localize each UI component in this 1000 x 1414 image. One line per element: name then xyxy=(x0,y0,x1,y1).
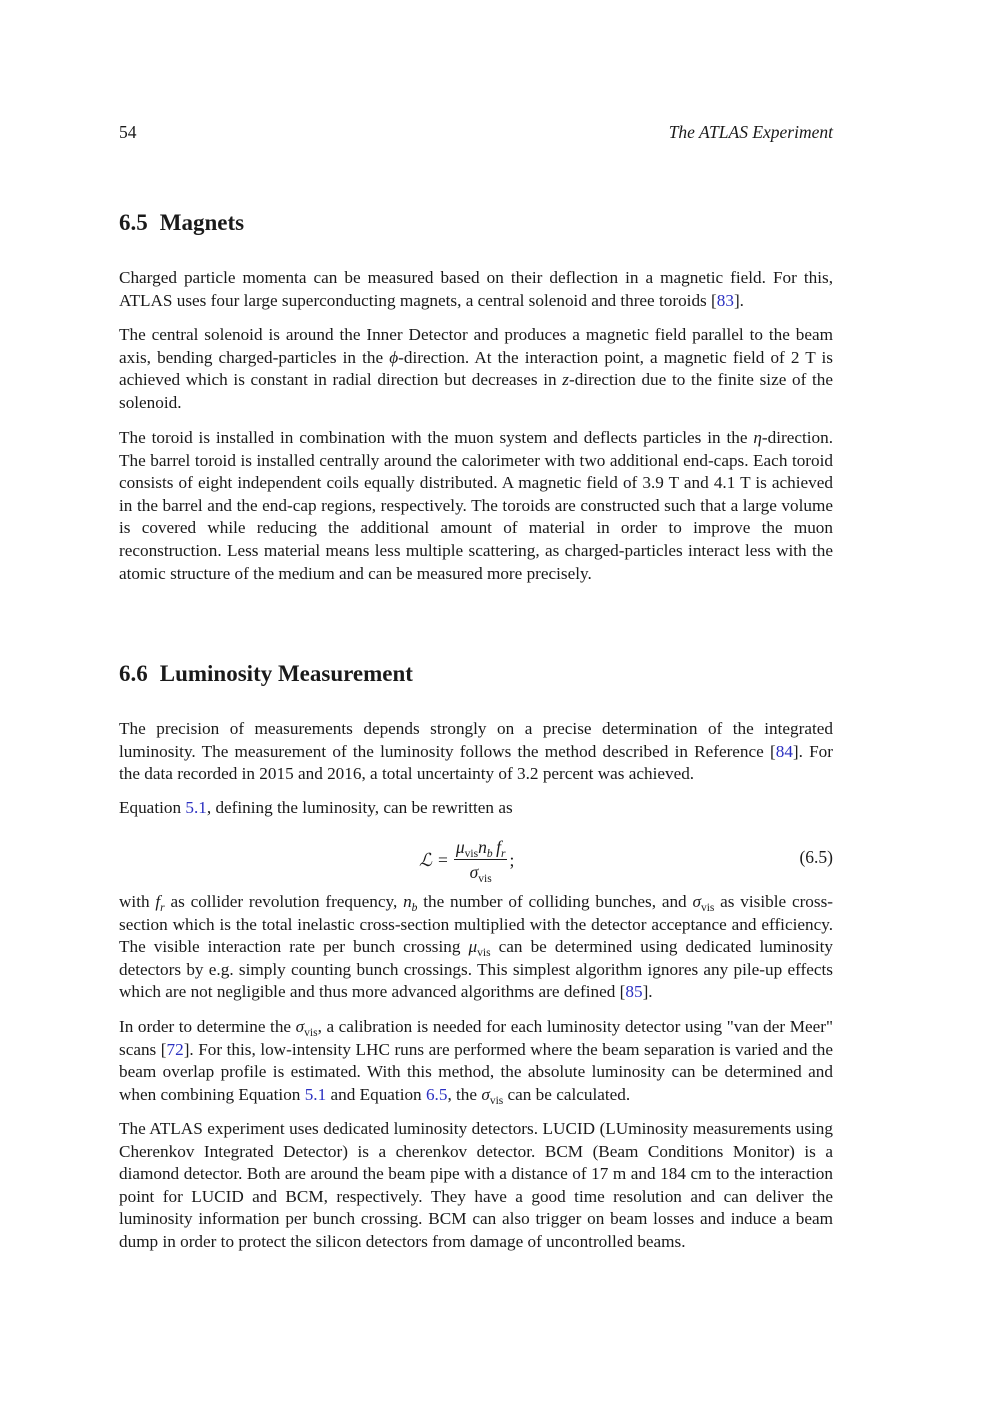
sigma: σ xyxy=(469,862,479,882)
sub-vis: vis xyxy=(700,902,715,914)
sub-vis: vis xyxy=(464,848,479,860)
text: the number of colliding bunches, and xyxy=(417,892,693,911)
text: , a calibration is needed for each luminosity detector using "van der Meer" scans [ xyxy=(119,1017,833,1059)
sub-vis: vis xyxy=(477,947,491,960)
text: The central solenoid is around the Inner Detector and produces a magnetic field parallel to the beam axis, bending charged-particles in the xyxy=(119,325,833,367)
luminosity-symbol: ℒ xyxy=(419,849,432,871)
citation-link[interactable]: 83 xyxy=(716,290,734,310)
sub-b: b xyxy=(486,848,493,860)
sub-r: r xyxy=(160,902,165,914)
paragraph-equation-intro xyxy=(119,797,833,820)
text: can be calculated. xyxy=(503,1084,631,1104)
paragraph-calibration xyxy=(119,1016,833,1106)
paragraph-detectors: The ATLAS experiment uses dedicated luminosity detectors. LUCID (LUminosity measurements using Cherenkov Integrated Detector) is a cherenkov detector. BCM (Beam Conditions Monitor) is a diamond detector. Both are around the beam pipe with a distance of 17 m and 184 cm to the interaction point for LUCID and BCM, respectively. They have a good time resolution and can deliver the luminosity information per bunch crossing. BCM can also trigger on beam losses and induce a beam dump in order to protect the silicon detectors from damage of uncontrolled beams. xyxy=(119,1119,833,1251)
paragraph-magnets-intro xyxy=(119,267,833,312)
math-z: z xyxy=(562,370,569,390)
citation-link[interactable]: 72 xyxy=(166,1039,184,1059)
page-number: 54 xyxy=(119,122,137,142)
equation-link[interactable]: 5.1 xyxy=(185,798,207,817)
f: f xyxy=(496,837,501,857)
section-number: 6.6 xyxy=(119,661,148,686)
text: as visible cross-section which is the total inelastic cross-section multiplied with the detector acceptance and efficiency. The visible interaction rate per bunch crossing xyxy=(119,892,833,957)
denominator xyxy=(470,860,492,883)
paragraph-toroid xyxy=(119,427,833,585)
text: The precision of measurements depends strongly on a precise determination of the integrated luminosity. The measurement of the luminosity follows the method described in Reference [ xyxy=(119,719,833,761)
sub-vis: vis xyxy=(304,1027,318,1039)
text: as collider revolution frequency, xyxy=(164,892,404,911)
text: Equation xyxy=(119,798,186,817)
text: -direction due to the finite size of the solenoid. xyxy=(119,370,833,412)
section-heading-luminosity xyxy=(119,661,413,687)
sub-vis: vis xyxy=(489,1094,504,1107)
equation-6-5 xyxy=(119,837,833,885)
text: ]. For the data recorded in 2015 and 2016, a total uncertainty of 3.2 percent was achieved. xyxy=(119,741,834,784)
text: with xyxy=(119,892,156,911)
mu: μ xyxy=(455,837,465,857)
text: , defining the luminosity, can be rewritten as xyxy=(206,798,513,817)
equation-number: (6.5) xyxy=(799,847,833,867)
section-title: Magnets xyxy=(159,210,245,235)
equation-link[interactable]: 6.5 xyxy=(425,1084,448,1104)
text: can be determined using dedicated luminosity detectors by e.g. simply counting bunch crossings. This simplest algorithm ignores any pile-up effects which are not negligible and thus more advanced algorithms are defined [ xyxy=(119,937,833,1002)
equals-sign: = xyxy=(437,849,448,870)
math-f: f xyxy=(155,892,161,911)
section-number: 6.5 xyxy=(119,210,148,235)
math-sigma: σ xyxy=(295,1017,305,1036)
text: -direction. The barrel toroid is installed centrally around the calorimeter with two additional end-caps. Each toroid consists of eight independent coils equally distributed. A magnetic field of 3.9 T and 4.1 T is achieved in the barrel and the end-cap regions, respectively. The toroids are constructed such that a large volume is covered while reducing the additional amount of material in order to improve the muon reconstruction. Less material means less multiple scattering, as charged-particles interact less with the atomic structure of the medium and can be measured more precisely. xyxy=(119,428,833,583)
text: Charged particle momenta can be measured based on their deflection in a magnetic field. For this, ATLAS uses four large superconducting magnets, a central solenoid and three toroids [ xyxy=(119,268,833,310)
citation-link[interactable]: 85 xyxy=(625,982,643,1002)
text: -direction. At the interaction point, a magnetic field of 2 T is achieved which is constant in radial direction but decreases in xyxy=(119,347,833,390)
math-mu: μ xyxy=(468,937,478,957)
text: ]. For this, low-intensity LHC runs are performed where the beam separation is varied and the beam overlap profile is estimated. With this method, the absolute luminosity can be determined and when combining Equation xyxy=(119,1039,834,1104)
citation-link[interactable]: 84 xyxy=(775,741,793,761)
sub-b: b xyxy=(411,902,418,914)
sub-r: r xyxy=(500,848,506,860)
text: In order to determine the xyxy=(119,1017,296,1036)
paragraph-solenoid xyxy=(119,324,833,414)
section-heading-magnets xyxy=(119,210,244,236)
fraction xyxy=(454,837,508,883)
text: ]. xyxy=(642,982,653,1002)
paragraph-luminosity-intro xyxy=(119,718,833,786)
math-phi: ϕ xyxy=(389,347,399,367)
paragraph-equation-explanation xyxy=(119,891,833,1004)
math-sigma: σ xyxy=(692,892,701,911)
equation-body xyxy=(419,837,515,885)
equation-link[interactable]: 5.1 xyxy=(304,1084,327,1104)
numerator xyxy=(454,837,508,860)
sub-vis: vis xyxy=(478,873,492,885)
text: The toroid is installed in combination with the muon system and deflects particles in the xyxy=(119,428,754,447)
semicolon: ; xyxy=(509,849,515,870)
math-n: n xyxy=(403,892,412,911)
text: and Equation xyxy=(326,1084,426,1104)
math-eta: η xyxy=(753,428,762,447)
text: ]. xyxy=(733,290,744,310)
section-title: Luminosity Measurement xyxy=(159,661,413,686)
text: , the xyxy=(447,1084,482,1104)
math-sigma: σ xyxy=(481,1084,490,1104)
n: n xyxy=(478,837,487,857)
running-title: The ATLAS Experiment xyxy=(668,122,833,142)
